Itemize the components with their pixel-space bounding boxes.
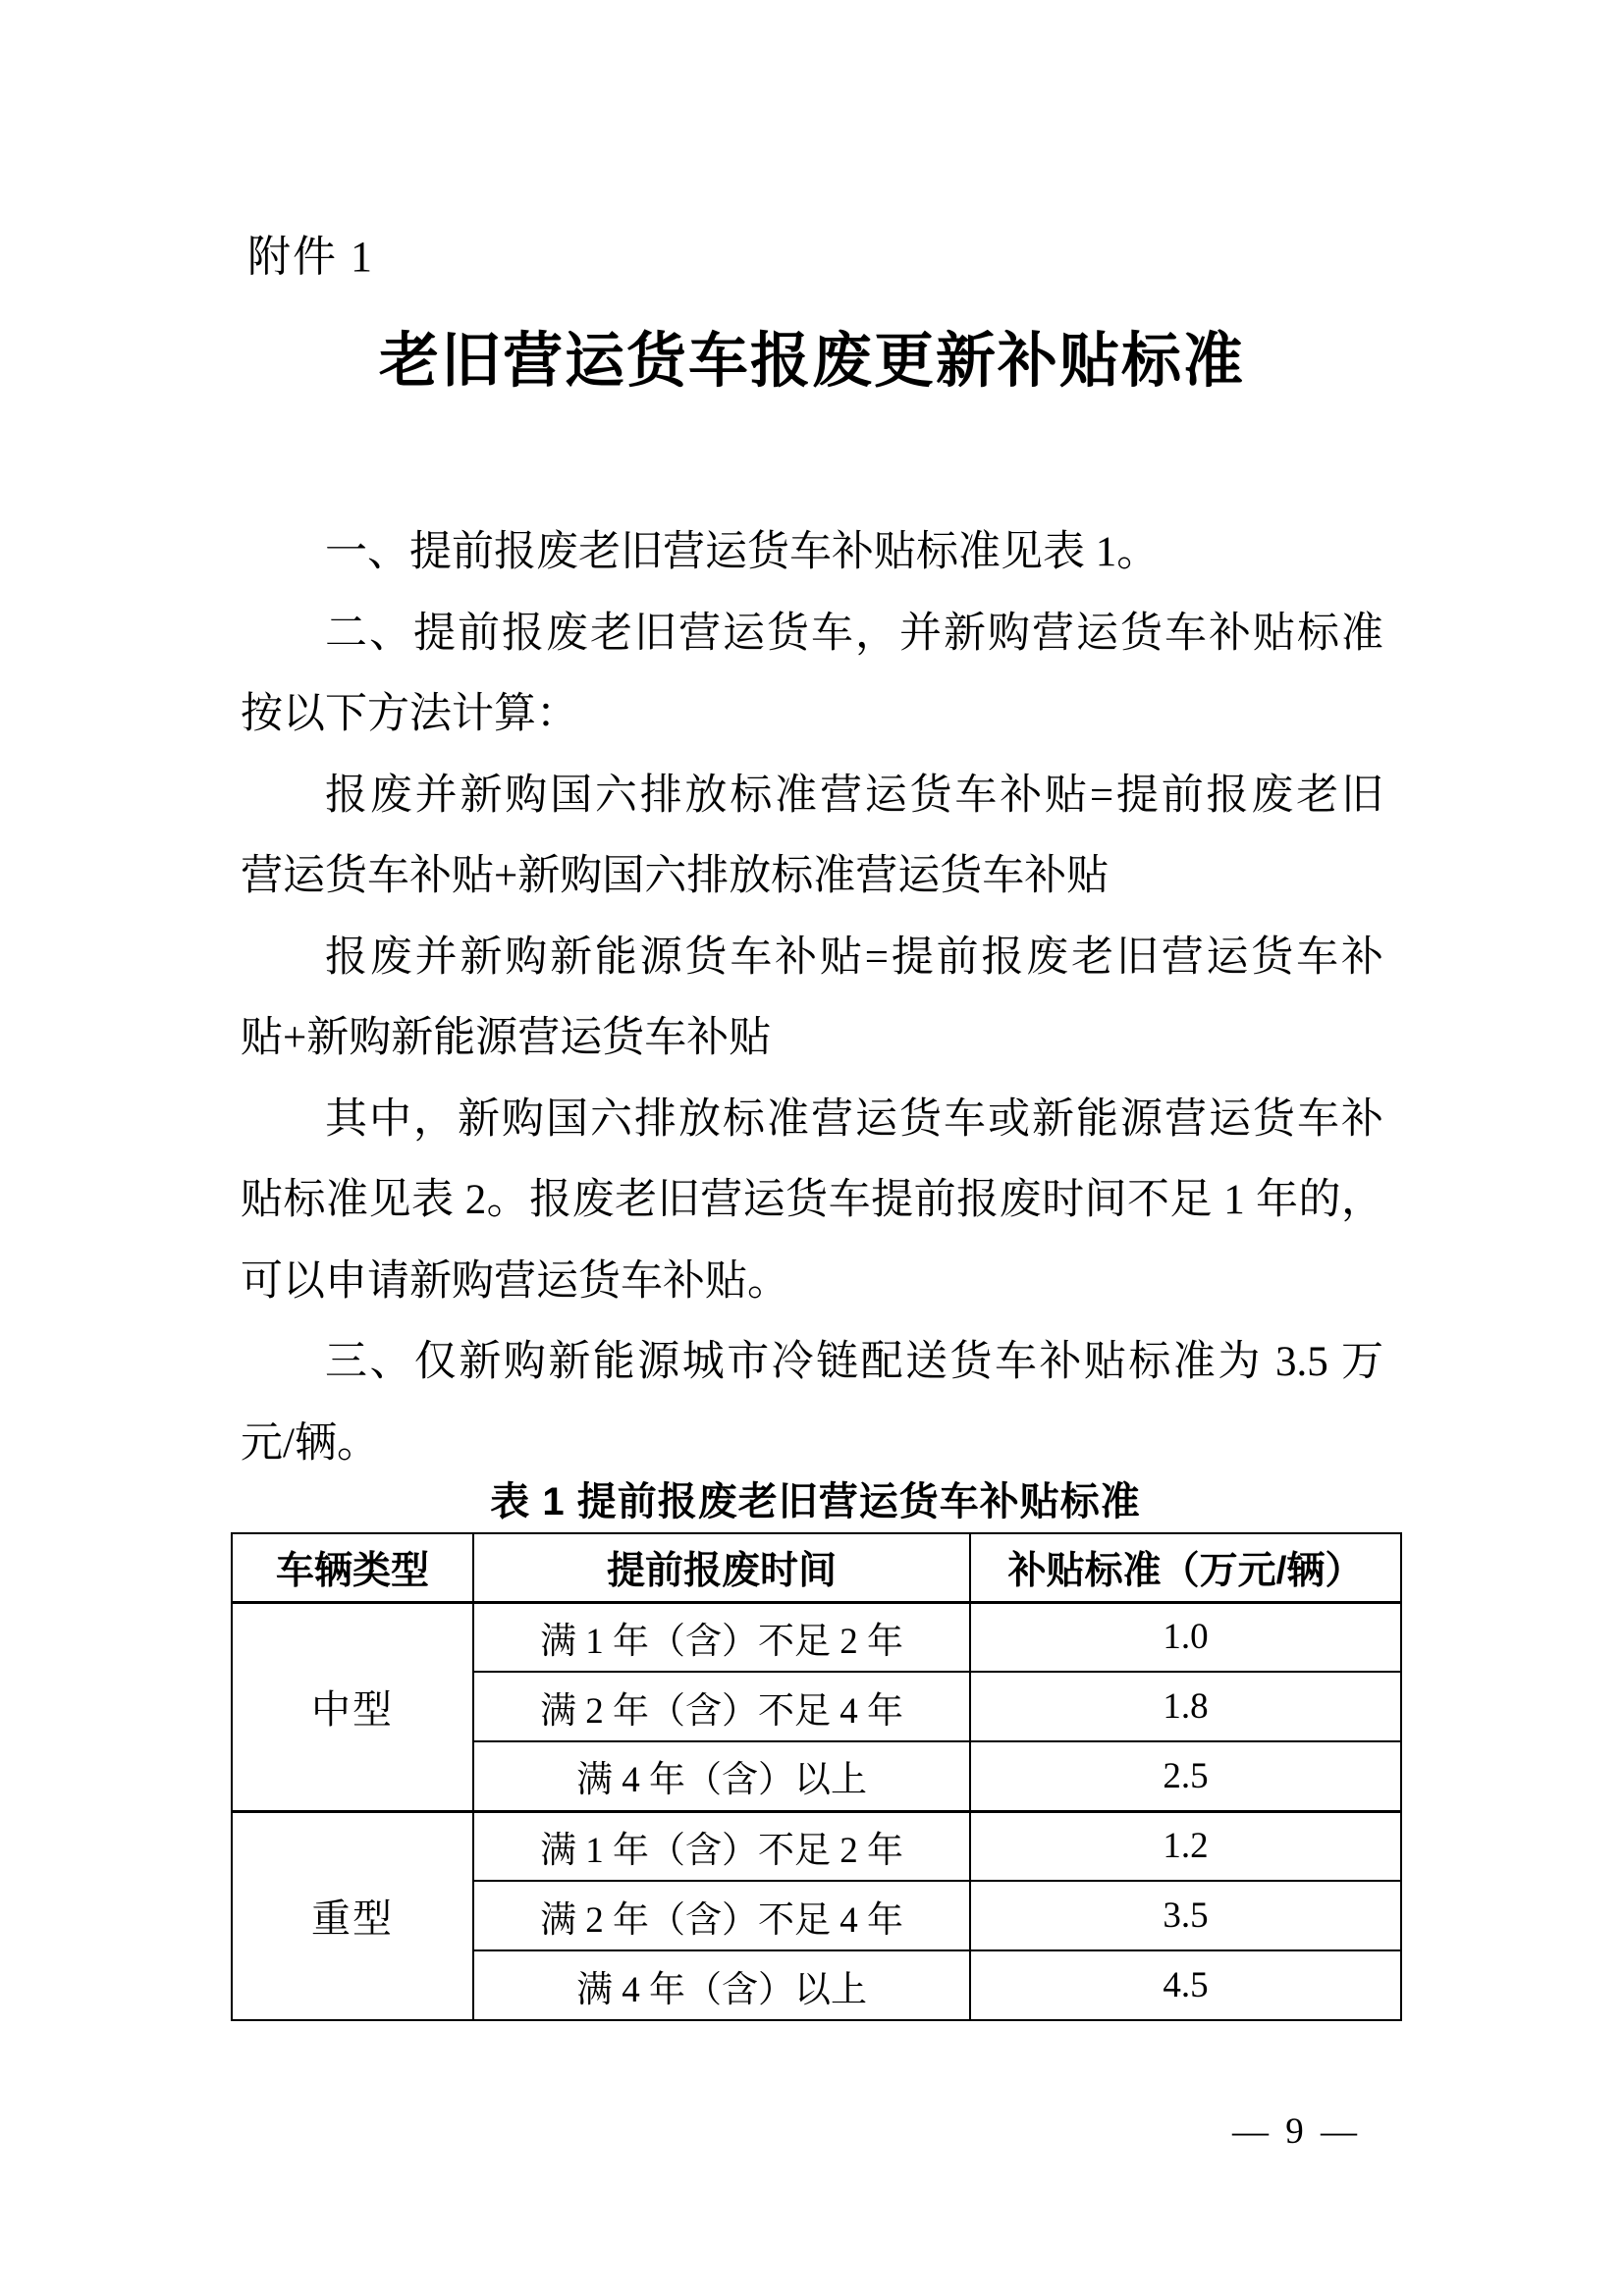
body-line-8: 其中，新购国六排放标准营运货车或新能源营运货车补	[325, 1095, 1383, 1143]
body-line-1: 一、提前报废老旧营运货车补贴标准见表 1。	[325, 529, 1160, 575]
cell-subsidy-amount: 4.5	[970, 1950, 1401, 2020]
attachment-label: 附件 1	[247, 233, 374, 281]
body-text	[241, 512, 1383, 1484]
body-line-12: 元/辆。	[241, 1419, 379, 1467]
table-header-row	[232, 1533, 1401, 1602]
subsidy-table	[231, 1532, 1402, 2021]
table-caption: 表 1 提前报废老旧营运货车补贴标准	[490, 1480, 1141, 1523]
cell-scrap-time: 满 2 年（含）不足 4 年	[473, 1881, 970, 1950]
col-header-vehicle-type: 车辆类型	[232, 1533, 473, 1602]
body-line-3: 按以下方法计算：	[241, 691, 578, 737]
vehicle-type-medium: 中型	[232, 1602, 473, 1811]
page-number: — 9 —	[1232, 2111, 1361, 2152]
cell-subsidy-amount: 3.5	[970, 1881, 1401, 1950]
body-line-11: 三、仅新购新能源城市冷链配送货车补贴标准为 3.5 万	[325, 1339, 1383, 1385]
body-line-2: 二、提前报废老旧营运货车，并新购营运货车补贴标准	[325, 610, 1383, 657]
cell-scrap-time: 满 4 年（含）以上	[473, 1741, 970, 1811]
col-header-scrap-time: 提前报废时间	[473, 1533, 970, 1602]
body-line-10: 可以申请新购营运货车补贴。	[241, 1257, 789, 1305]
body-line-4: 报废并新购国六排放标准营运货车补贴=提前报废老旧	[325, 772, 1383, 819]
vehicle-type-heavy: 重型	[232, 1811, 473, 2020]
cell-scrap-time: 满 4 年（含）以上	[473, 1950, 970, 2020]
body-line-9: 贴标准见表 2。报废老旧营运货车提前报废时间不足 1 年的，	[241, 1177, 1383, 1223]
cell-subsidy-amount: 1.8	[970, 1672, 1401, 1741]
body-line-5: 营运货车补贴+新购国六排放标准营运货车补贴	[241, 853, 1110, 899]
table-row	[232, 1602, 1401, 1672]
cell-subsidy-amount: 1.2	[970, 1811, 1401, 1881]
table-row	[232, 1811, 1401, 1881]
body-line-6: 报废并新购新能源货车补贴=提前报废老旧营运货车补	[325, 934, 1383, 981]
body-line-7: 贴+新购新能源营运货车补贴	[241, 1015, 772, 1061]
cell-subsidy-amount: 2.5	[970, 1741, 1401, 1811]
cell-scrap-time: 满 1 年（含）不足 2 年	[473, 1602, 970, 1672]
cell-subsidy-amount: 1.0	[970, 1602, 1401, 1672]
cell-scrap-time: 满 2 年（含）不足 4 年	[473, 1672, 970, 1741]
col-header-subsidy-amount: 补贴标准（万元/辆）	[970, 1533, 1401, 1602]
document-title: 老旧营运货车报废更新补贴标准	[378, 329, 1245, 395]
cell-scrap-time: 满 1 年（含）不足 2 年	[473, 1811, 970, 1881]
